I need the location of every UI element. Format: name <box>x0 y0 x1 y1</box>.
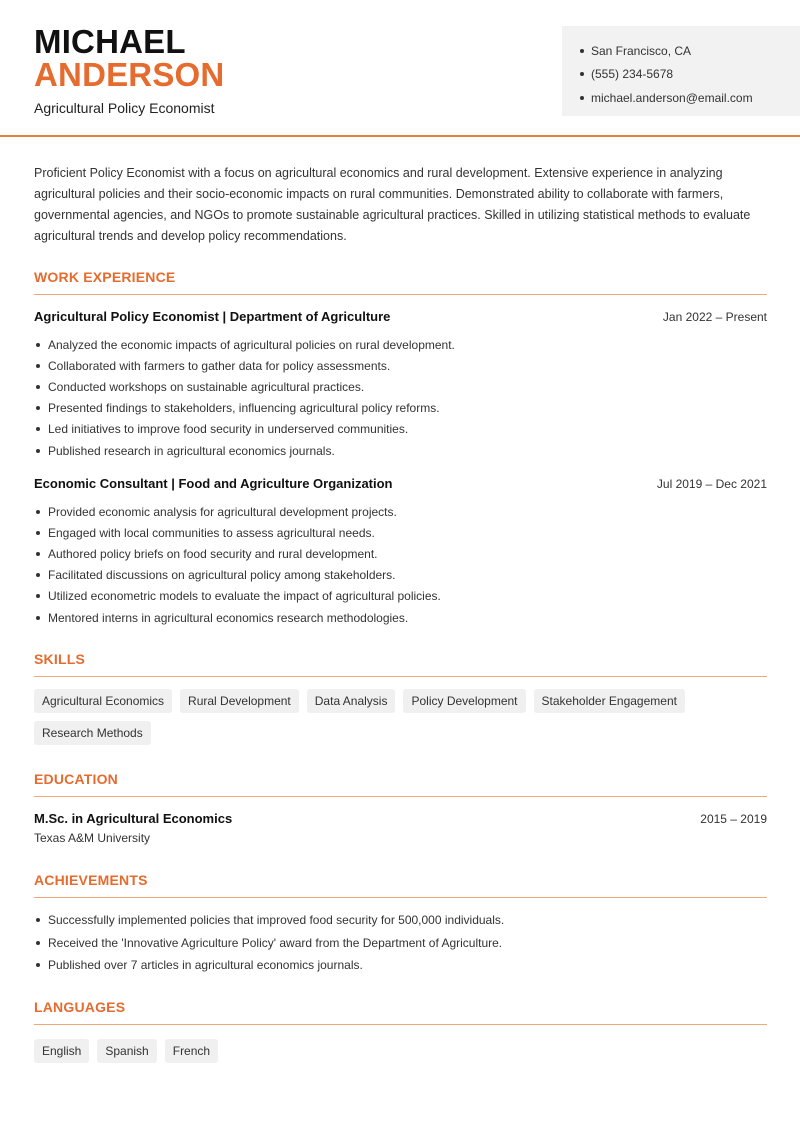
bullet-icon <box>36 573 40 577</box>
work-entry-dates: Jan 2022 – Present <box>662 310 767 324</box>
list-item-text: Led initiatives to improve food security in underserved communities. <box>48 422 409 437</box>
achievements-section-header <box>34 871 767 898</box>
bullet-icon <box>36 385 40 389</box>
bullet-icon <box>36 427 40 431</box>
list-item <box>34 334 767 355</box>
education-entry <box>34 811 767 845</box>
email-text: michael.anderson@email.com <box>591 90 753 105</box>
work-entry-title: Agricultural Policy Economist | Department of Agriculture <box>34 309 391 324</box>
contact-location <box>580 39 800 63</box>
list-item-text: Presented findings to stakeholders, influencing agricultural policy reforms. <box>48 401 440 416</box>
skills-section-header <box>34 650 767 677</box>
skill-chip: Agricultural Economics <box>34 689 172 713</box>
list-item <box>34 932 767 955</box>
bullet-icon <box>580 96 584 100</box>
skill-chip: Stakeholder Engagement <box>534 689 685 713</box>
language-chip: English <box>34 1039 89 1063</box>
list-item-text: Successfully implemented policies that improved food security for 500,000 individuals. <box>48 913 505 928</box>
list-item-text: Collaborated with farmers to gather data for policy assessments. <box>48 358 391 373</box>
skill-chip: Rural Development <box>180 689 299 713</box>
work-entry-bullets <box>34 501 767 628</box>
section-title-achievements: ACHIEVEMENTS <box>34 872 148 888</box>
bullet-icon <box>36 449 40 453</box>
bullet-icon <box>36 552 40 556</box>
phone-text: (555) 234-5678 <box>591 67 674 82</box>
bullet-icon <box>36 941 40 945</box>
languages-chip-list <box>34 1039 767 1063</box>
education-section-header <box>34 770 767 797</box>
resume-header <box>0 0 800 137</box>
list-item <box>34 419 767 440</box>
section-title-work: WORK EXPERIENCE <box>34 269 176 285</box>
location-text: San Francisco, CA <box>591 43 692 58</box>
work-entry-title: Economic Consultant | Food and Agriculture Organization <box>34 476 393 491</box>
list-item-text: Published over 7 articles in agricultural economics journals. <box>48 958 363 973</box>
list-item <box>34 522 767 543</box>
list-item-text: Mentored interns in agricultural economics research methodologies. <box>48 610 409 625</box>
education-degree: M.Sc. in Agricultural Economics <box>34 811 233 826</box>
work-entry-header <box>34 309 767 331</box>
work-entry <box>34 309 767 461</box>
list-item-text: Engaged with local communities to assess agricultural needs. <box>48 525 375 540</box>
first-name: MICHAEL <box>34 23 186 60</box>
work-entry <box>34 476 767 628</box>
bullet-icon <box>36 406 40 410</box>
education-school: Texas A&M University <box>34 831 151 845</box>
bullet-icon <box>580 72 584 76</box>
bullet-icon <box>36 531 40 535</box>
list-item-text: Provided economic analysis for agricultural development projects. <box>48 504 397 519</box>
bullet-icon <box>36 364 40 368</box>
list-item-text: Analyzed the economic impacts of agricultural policies on rural development. <box>48 337 455 352</box>
list-item <box>34 565 767 586</box>
languages-section-header <box>34 998 767 1025</box>
education-header <box>34 811 767 826</box>
work-entry-header <box>34 476 767 498</box>
language-chip: French <box>165 1039 218 1063</box>
list-item <box>34 355 767 376</box>
list-item <box>34 440 767 461</box>
bullet-icon <box>36 510 40 514</box>
bullet-icon <box>36 616 40 620</box>
list-item <box>34 586 767 607</box>
list-item <box>34 398 767 419</box>
language-chip: Spanish <box>97 1039 156 1063</box>
section-title-skills: SKILLS <box>34 651 85 667</box>
work-section-header <box>34 268 767 295</box>
bullet-icon <box>36 594 40 598</box>
skill-chip: Data Analysis <box>307 689 396 713</box>
skill-chip: Policy Development <box>403 689 525 713</box>
education-dates: 2015 – 2019 <box>700 812 767 826</box>
skills-chip-list <box>34 689 767 745</box>
contact-phone <box>580 63 800 87</box>
bullet-icon <box>36 343 40 347</box>
list-item-text: Published research in agricultural economics journals. <box>48 443 335 458</box>
bullet-icon <box>36 918 40 922</box>
list-item <box>34 501 767 522</box>
list-item <box>34 376 767 397</box>
list-item-text: Authored policy briefs on food security and rural development. <box>48 546 378 561</box>
job-title: Agricultural Policy Economist <box>34 100 215 116</box>
list-item <box>34 954 767 977</box>
contact-email <box>580 86 800 110</box>
summary-paragraph: Proficient Policy Economist with a focus on agricultural economics and rural development. Extensive experience in analyzing agricultural policies and their socio-economic impacts on rural communities. Demonstrated ability to collaborate with farmers, governmental agencies, and NGOs to promote sustainable agricultural practices. Skilled in utilizing statistical methods to evaluate agricultural trends and develop policy recommendations. <box>34 166 751 243</box>
bullet-icon <box>580 49 584 53</box>
section-title-languages: LANGUAGES <box>34 999 126 1015</box>
list-item <box>34 543 767 564</box>
list-item <box>34 607 767 628</box>
last-name: ANDERSON <box>34 56 225 93</box>
achievements-list <box>34 909 767 977</box>
contact-box <box>562 26 800 116</box>
list-item <box>34 909 767 932</box>
section-title-education: EDUCATION <box>34 771 118 787</box>
list-item-text: Facilitated discussions on agricultural policy among stakeholders. <box>48 568 396 583</box>
bullet-icon <box>36 963 40 967</box>
list-item-text: Received the 'Innovative Agriculture Policy' award from the Department of Agriculture. <box>48 935 503 950</box>
skill-chip: Research Methods <box>34 721 151 745</box>
work-entry-bullets <box>34 334 767 461</box>
list-item-text: Utilized econometric models to evaluate the impact of agricultural policies. <box>48 589 441 604</box>
work-entry-dates: Jul 2019 – Dec 2021 <box>656 477 767 491</box>
list-item-text: Conducted workshops on sustainable agricultural practices. <box>48 379 365 394</box>
